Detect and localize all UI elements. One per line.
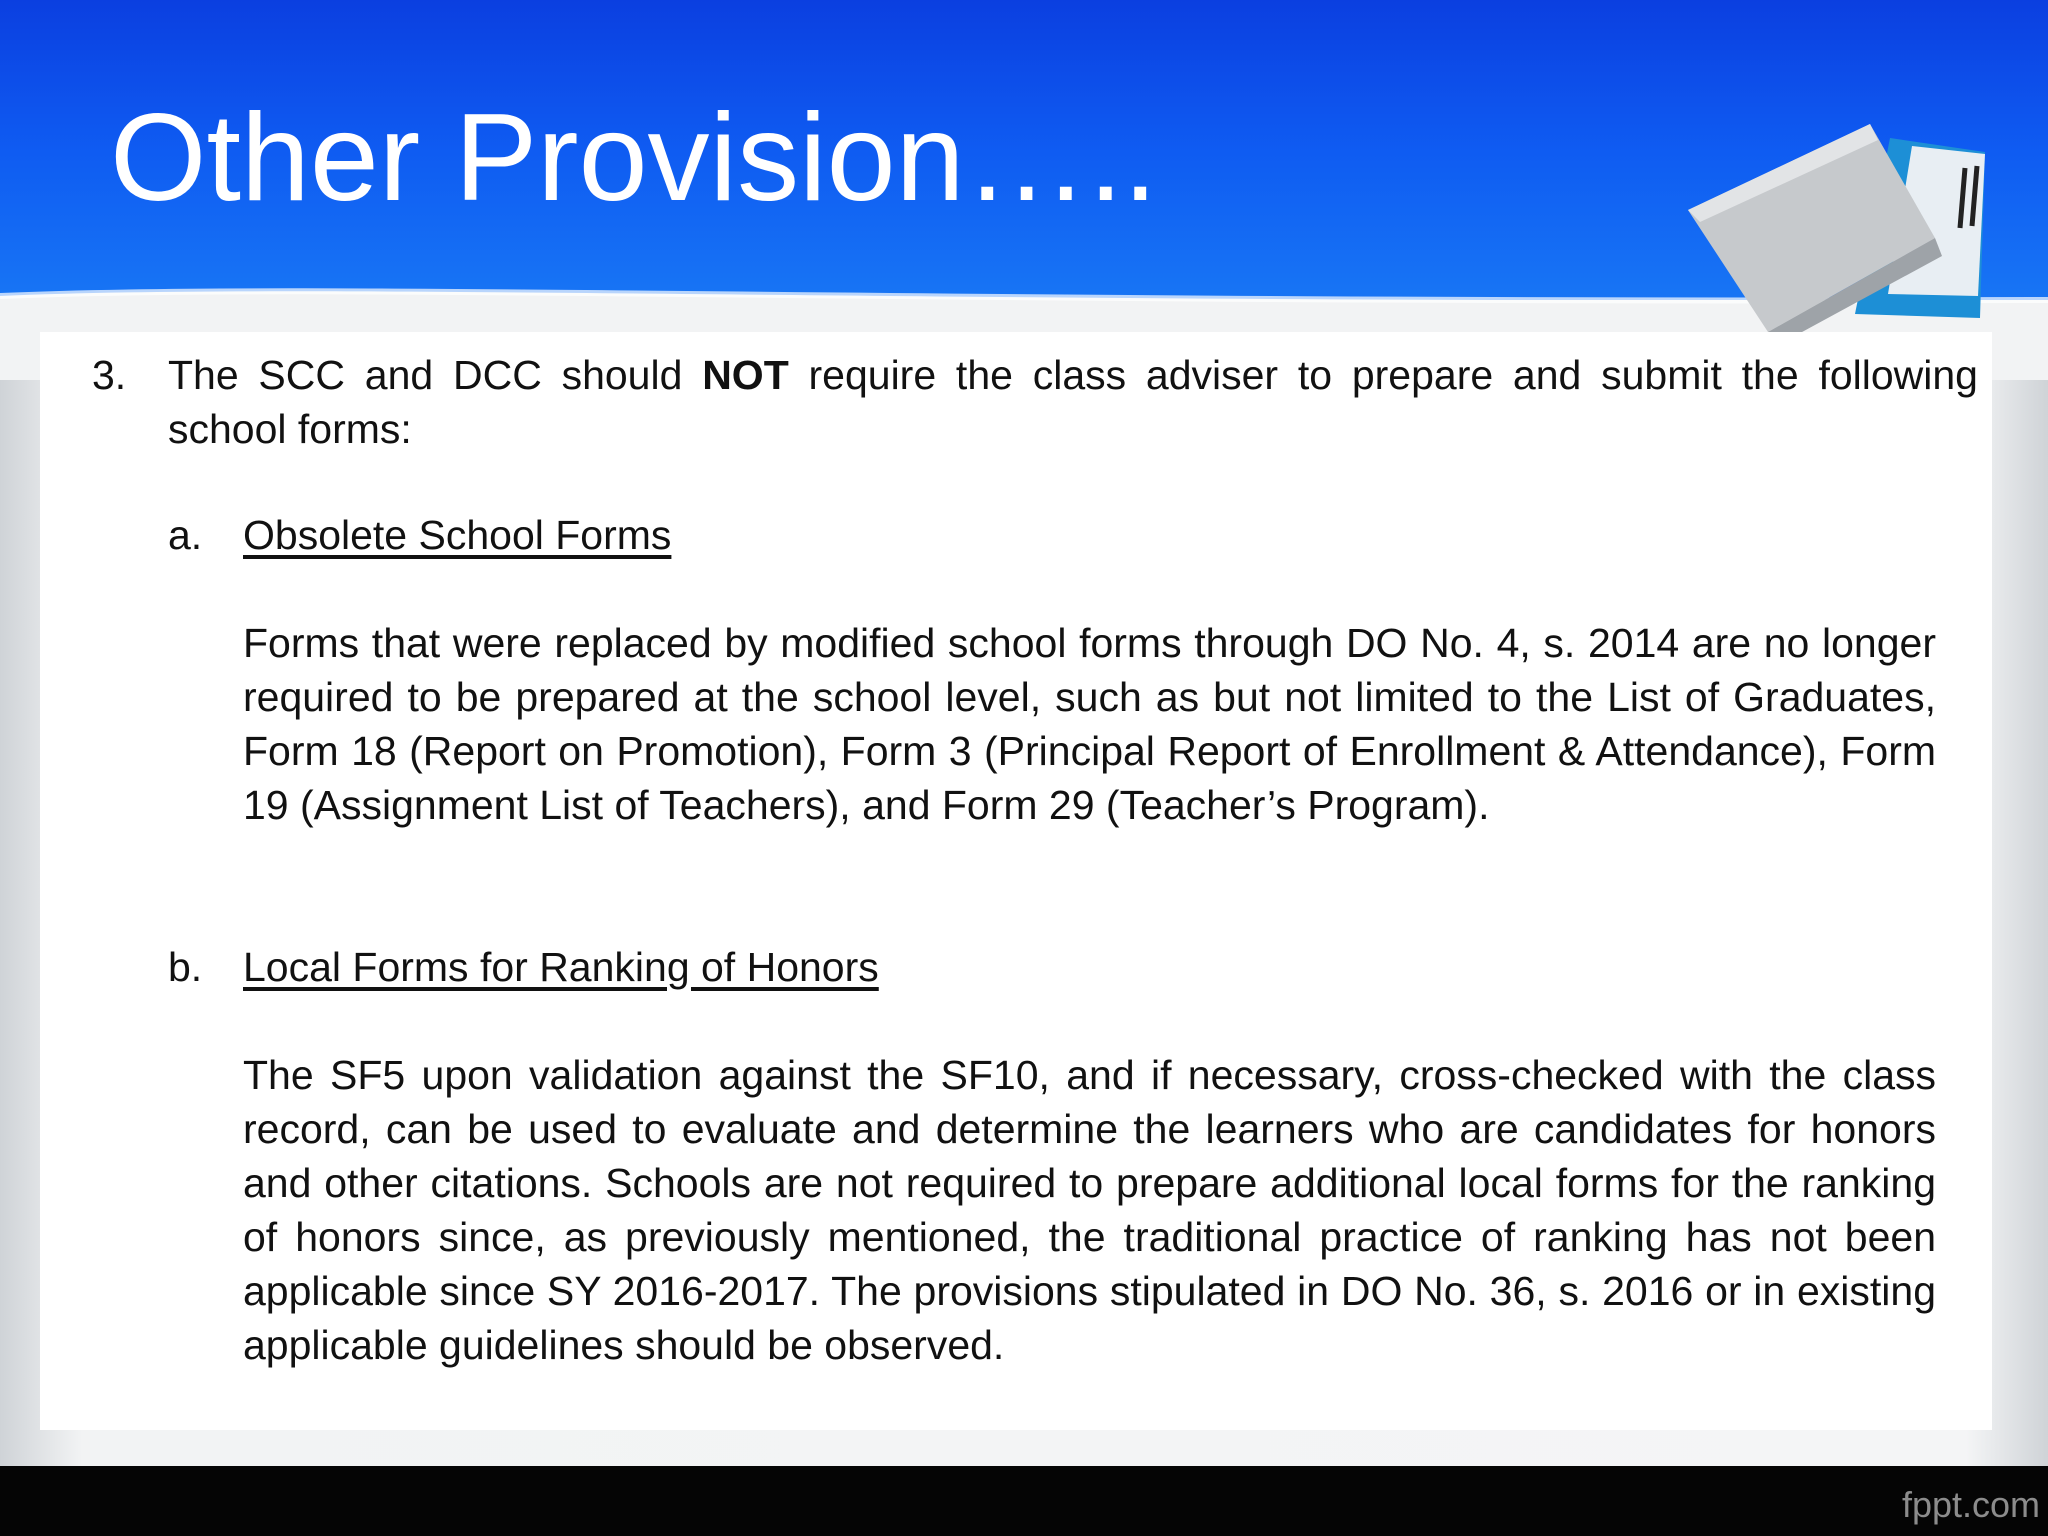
- folder-with-paper-icon: [1680, 118, 2020, 348]
- item-number: 3.: [92, 352, 127, 398]
- subitem-letter-b: b.: [168, 944, 203, 990]
- footer-band: [0, 1466, 2048, 1536]
- slide-title: Other Provision…..: [110, 89, 1158, 227]
- footer-brand: fppt.com: [1901, 1484, 2040, 1525]
- subitem-heading-b: Local Forms for Ranking of Honors: [243, 944, 879, 990]
- subitem-paragraph-b: The SF5 upon validation against the SF10, and if necessary, cross-checked with the class record, can be used to evaluate and determine the learners who are candidates for honors and other citations. Schools are not required to prepare additional local forms for the ranking of honors since, as previously mentioned, the traditional practice of ranking has not been applicable since SY 2016-2017. The provisions stipulated in DO No. 36, s. 2016 or in existing applicable guidelines should be observed.: [243, 1052, 1936, 1368]
- item-tail-text: require the class adviser to prepare and submit the following school forms:: [168, 352, 1978, 452]
- item-emphasis: NOT: [702, 352, 789, 398]
- subitem-letter-a: a.: [168, 512, 203, 558]
- subitem-paragraph-a: Forms that were replaced by modified school forms through DO No. 4, s. 2014 are no longer required to be prepared at the school level, such as but not limited to the List of Graduates, Form 18 (Report on Promotion), Form 3 (Principal Report of Enrollment & Attendance), Form 19 (Assignment List of Teachers), and Form 29 (Teacher’s Program).: [243, 620, 1936, 828]
- item-statement: [168, 348, 1978, 456]
- document-excerpt: [40, 332, 1992, 1430]
- item-lead-text: The SCC and DCC should: [168, 352, 703, 398]
- subitem-heading-a: Obsolete School Forms: [243, 512, 672, 558]
